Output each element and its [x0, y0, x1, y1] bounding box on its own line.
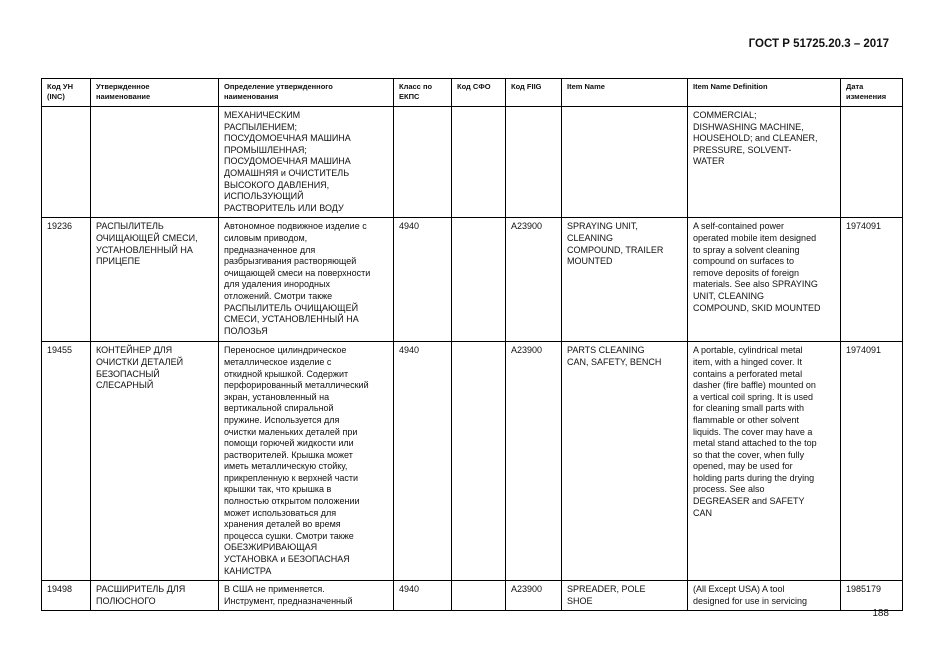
cell-ekps-class: 4940 — [394, 581, 452, 611]
cell-fiig-code: A23900 — [506, 218, 562, 342]
table-row — [42, 342, 903, 581]
cell-ekps-class: 4940 — [394, 342, 452, 581]
cell-item-name-definition: COMMERCIAL; DISHWASHING MACHINE, HOUSEHOLD; and CLEANER, PRESSURE, SOLVENT- WATER — [688, 107, 841, 218]
cell-fiig-code: A23900 — [506, 342, 562, 581]
document-standard-number: ГОСТ Р 51725.20.3 – 2017 — [748, 38, 889, 50]
cell-sfo-code — [452, 218, 506, 342]
cell-sfo-code — [452, 107, 506, 218]
cell-change-date: 1974091 — [841, 342, 903, 581]
cell-inc: 19455 — [42, 342, 91, 581]
cell-inc: 19236 — [42, 218, 91, 342]
column-header-change-date: Дата изменения — [841, 79, 903, 107]
cell-approved-name: КОНТЕЙНЕР ДЛЯ ОЧИСТКИ ДЕТАЛЕЙ БЕЗОПАСНЫЙ СЛЕСАРНЫЙ — [91, 342, 219, 581]
table-header-row — [42, 79, 903, 107]
column-header-fiig-code: Код FIIG — [506, 79, 562, 107]
column-header-inc: Код УН (INC) — [42, 79, 91, 107]
column-header-approved-name: Утвержденное наименование — [91, 79, 219, 107]
column-header-item-name-definition: Item Name Definition — [688, 79, 841, 107]
cell-approved-name: РАСПЫЛИТЕЛЬ ОЧИЩАЮЩЕЙ СМЕСИ, УСТАНОВЛЕННЫЙ НА ПРИЦЕПЕ — [91, 218, 219, 342]
cell-definition: Переносное цилиндрическое металлическое изделие с откидной крышкой. Содержит перфорированный металлический экран, установленный на вертикальной спиральной пружине. Используется для очистки маленьких деталей при помощи горючей жидкости или растворителей. Крышка может иметь металлическую стойку, прикрепленную к верхней части крышки так, что крышка в полностью открытом положении может использоваться для хранения деталей во время процесса сушки. Смотри также ОБЕЗЖИРИВАЮЩАЯ УСТАНОВКА и БЕЗОПАСНАЯ КАНИСТРА — [219, 342, 394, 581]
cell-item-name — [562, 107, 688, 218]
table-row — [42, 107, 903, 218]
cell-change-date: 1974091 — [841, 218, 903, 342]
cell-ekps-class: 4940 — [394, 218, 452, 342]
cell-fiig-code — [506, 107, 562, 218]
cell-change-date — [841, 107, 903, 218]
column-header-definition: Определение утвержденного наименования — [219, 79, 394, 107]
cell-item-name-definition: A portable, cylindrical metal item, with a hinged cover. It contains a perforated metal dasher (fire baffle) mounted on a vertical coil spring. It is used for cleaning small parts with flammable or other solvent liquids. The cover may have a metal stand attached to the top so that the cover, when fully opened, may be used for holding parts during the drying process. See also DEGREASER and SAFETY CAN — [688, 342, 841, 581]
cell-approved-name: РАСШИРИТЕЛЬ ДЛЯ ПОЛЮСНОГО — [91, 581, 219, 611]
cell-item-name: SPREADER, POLE SHOE — [562, 581, 688, 611]
column-header-sfo-code: Код СФО — [452, 79, 506, 107]
cell-change-date: 1985179 — [841, 581, 903, 611]
cell-item-name-definition: (All Except USA) A tool designed for use in servicing — [688, 581, 841, 611]
column-header-item-name: Item Name — [562, 79, 688, 107]
page-number: 188 — [872, 608, 889, 619]
table-row — [42, 581, 903, 611]
cell-approved-name — [91, 107, 219, 218]
cell-item-name-definition: A self-contained power operated mobile item designed to spray a solvent cleaning compound on surfaces to remove deposits of foreign materials. See also SPRAYING UNIT, CLEANING COMPOUND, SKID MOUNTED — [688, 218, 841, 342]
cell-definition: Автономное подвижное изделие с силовым приводом, предназначенное для разбрызгивания растворяющей очищающей смеси на поверхности для удаления инородных отложений. Смотри также РАСПЫЛИТЕЛЬ ОЧИЩАЮЩЕЙ СМЕСИ, УСТАНОВЛЕННЫЙ НА ПОЛОЗЬЯ — [219, 218, 394, 342]
cell-sfo-code — [452, 342, 506, 581]
cell-item-name: SPRAYING UNIT, CLEANING COMPOUND, TRAILER MOUNTED — [562, 218, 688, 342]
cell-inc — [42, 107, 91, 218]
cell-item-name: PARTS CLEANING CAN, SAFETY, BENCH — [562, 342, 688, 581]
cell-definition: МЕХАНИЧЕСКИМ РАСПЫЛЕНИЕМ; ПОСУДОМОЕЧНАЯ МАШИНА ПРОМЫШЛЕННАЯ; ПОСУДОМОЕЧНАЯ МАШИНА ДОМАШНЯЯ и ОЧИСТИТЕЛЬ ВЫСОКОГО ДАВЛЕНИЯ, ИСПОЛЬЗУЮЩИЙ РАСТВОРИТЕЛЬ ИЛИ ВОДУ — [219, 107, 394, 218]
cell-fiig-code: A23900 — [506, 581, 562, 611]
classification-table — [41, 78, 903, 611]
cell-sfo-code — [452, 581, 506, 611]
cell-inc: 19498 — [42, 581, 91, 611]
table-row — [42, 218, 903, 342]
cell-ekps-class — [394, 107, 452, 218]
column-header-ekps-class: Класс по ЕКПС — [394, 79, 452, 107]
cell-definition: В США не применяется. Инструмент, предназначенный — [219, 581, 394, 611]
